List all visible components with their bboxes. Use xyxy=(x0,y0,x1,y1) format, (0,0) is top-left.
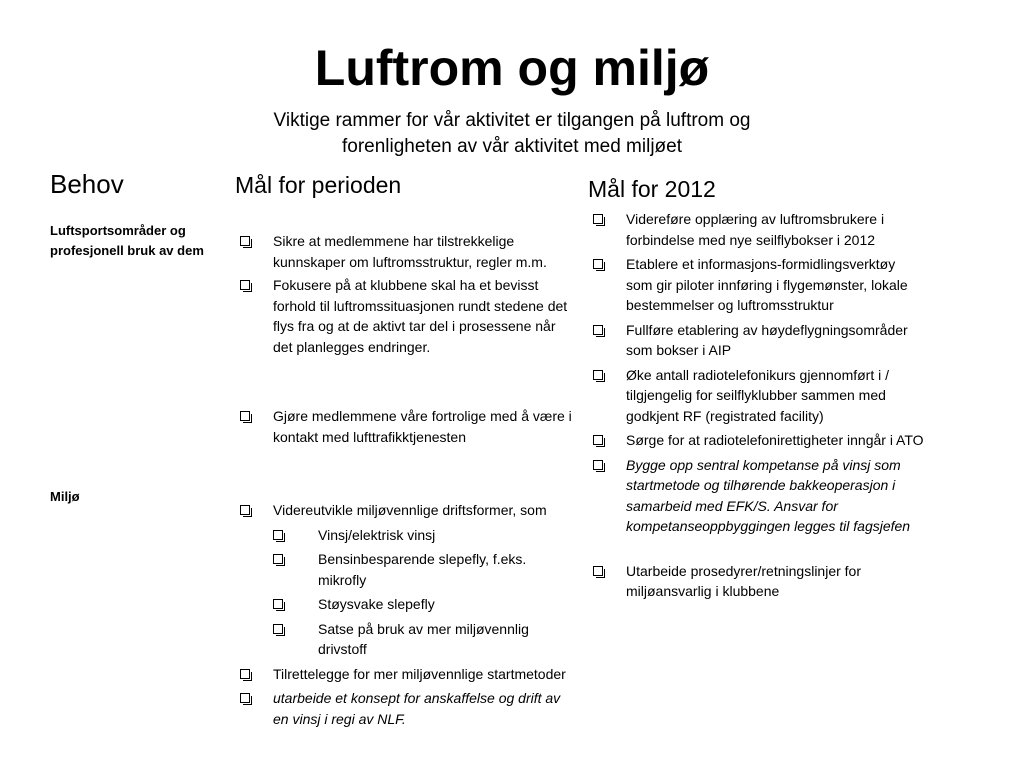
slide-title: Luftrom og miljø xyxy=(314,40,710,96)
checkbox-bullet-icon xyxy=(593,566,603,576)
sub-list-item: Bensinbesparende slepefly, f.eks. mikrofly xyxy=(273,549,572,590)
periode-list-lufttrafikk xyxy=(236,406,572,447)
periode-list-miljo xyxy=(236,500,572,729)
list-item: Tilrettelegge for mer miljøvennlige startmetoder xyxy=(236,664,572,685)
list-item: Utarbeide prosedyrer/retningslinjer for miljøansvarlig i klubbene xyxy=(589,561,925,602)
checkbox-bullet-icon xyxy=(240,693,250,703)
list-item: Fokusere på at klubbene skal ha et bevisst forhold til luftromssituasjonen rundt stedene det flys fra og at de aktivt tar del i prosessene når det planlegges endringer. xyxy=(236,275,572,357)
periode-list-luftrom xyxy=(236,231,572,357)
behov-luftsport-label: Luftsportsområder og profesjonell bruk av dem xyxy=(50,223,204,258)
list-item: Fullføre etablering av høydeflygningsområder som bokser i AIP xyxy=(589,320,925,361)
checkbox-bullet-icon xyxy=(273,530,283,540)
checkbox-bullet-icon xyxy=(240,669,250,679)
checkbox-bullet-icon xyxy=(593,214,603,224)
checkbox-bullet-icon xyxy=(240,411,250,421)
list-item: utarbeide et konsept for anskaffelse og drift av en vinsj i regi av NLF. xyxy=(236,688,572,729)
periode-sublist xyxy=(273,525,572,660)
sub-list-item: Støysvake slepefly xyxy=(273,594,572,615)
checkbox-bullet-icon xyxy=(593,370,603,380)
list-item: Videreføre opplæring av luftromsbrukere i forbindelse med nye seilflybokser i 2012 xyxy=(589,209,925,250)
mal-2012-list xyxy=(589,209,925,602)
list-item: Bygge opp sentral kompetanse på vinsj som startmetode og tilhørende bakkeoperasjon i samarbeid med EFK/S. Ansvar for kompetanseoppbyggingen legges til fagsjefen xyxy=(589,455,925,537)
checkbox-bullet-icon xyxy=(273,624,283,634)
checkbox-bullet-icon xyxy=(593,435,603,445)
sub-list-item: Vinsj/elektrisk vinsj xyxy=(273,525,572,546)
mal-2012-heading: Mål for 2012 xyxy=(588,176,716,202)
checkbox-bullet-icon xyxy=(240,236,250,246)
list-item: Sørge for at radiotelefonirettigheter inngår i ATO xyxy=(589,430,925,451)
slide-subtitle: Viktige rammer for vår aktivitet er tilgangen på luftrom og forenligheten av vår aktivitet med miljøet xyxy=(273,110,751,157)
checkbox-bullet-icon xyxy=(593,259,603,269)
checkbox-bullet-icon xyxy=(593,325,603,335)
checkbox-bullet-icon xyxy=(273,554,283,564)
list-item: Gjøre medlemmene våre fortrolige med å være i kontakt med lufttrafikktjenesten xyxy=(236,406,572,447)
periode-heading: Mål for perioden xyxy=(235,172,402,198)
checkbox-bullet-icon xyxy=(240,505,250,515)
sub-list-item: Satse på bruk av mer miljøvennlig drivstoff xyxy=(273,619,572,660)
list-item: Sikre at medlemmene har tilstrekkelige kunnskaper om luftromsstruktur, regler m.m. xyxy=(236,231,572,272)
list-item: Øke antall radiotelefonikurs gjennomført i / tilgjengelig for seilflyklubber sammen med godkjent RF (registrated facility) xyxy=(589,365,925,427)
behov-miljo-label: Miljø xyxy=(50,489,80,504)
behov-heading: Behov xyxy=(50,169,124,199)
checkbox-bullet-icon xyxy=(273,599,283,609)
list-item: Videreutvikle miljøvennlige driftsformer, som Vinsj/elektrisk vinsj Bensinbesparende slepefly, f.eks. mikrofly Støysvake slepefly Satse på bruk av mer miljøvennlig drivstoff xyxy=(236,500,572,660)
checkbox-bullet-icon xyxy=(593,460,603,470)
list-item: Etablere et informasjons-formidlingsverktøy som gir piloter innføring i flygemønster, lokale bestemmelser og luftromsstruktur xyxy=(589,254,925,316)
checkbox-bullet-icon xyxy=(240,280,250,290)
